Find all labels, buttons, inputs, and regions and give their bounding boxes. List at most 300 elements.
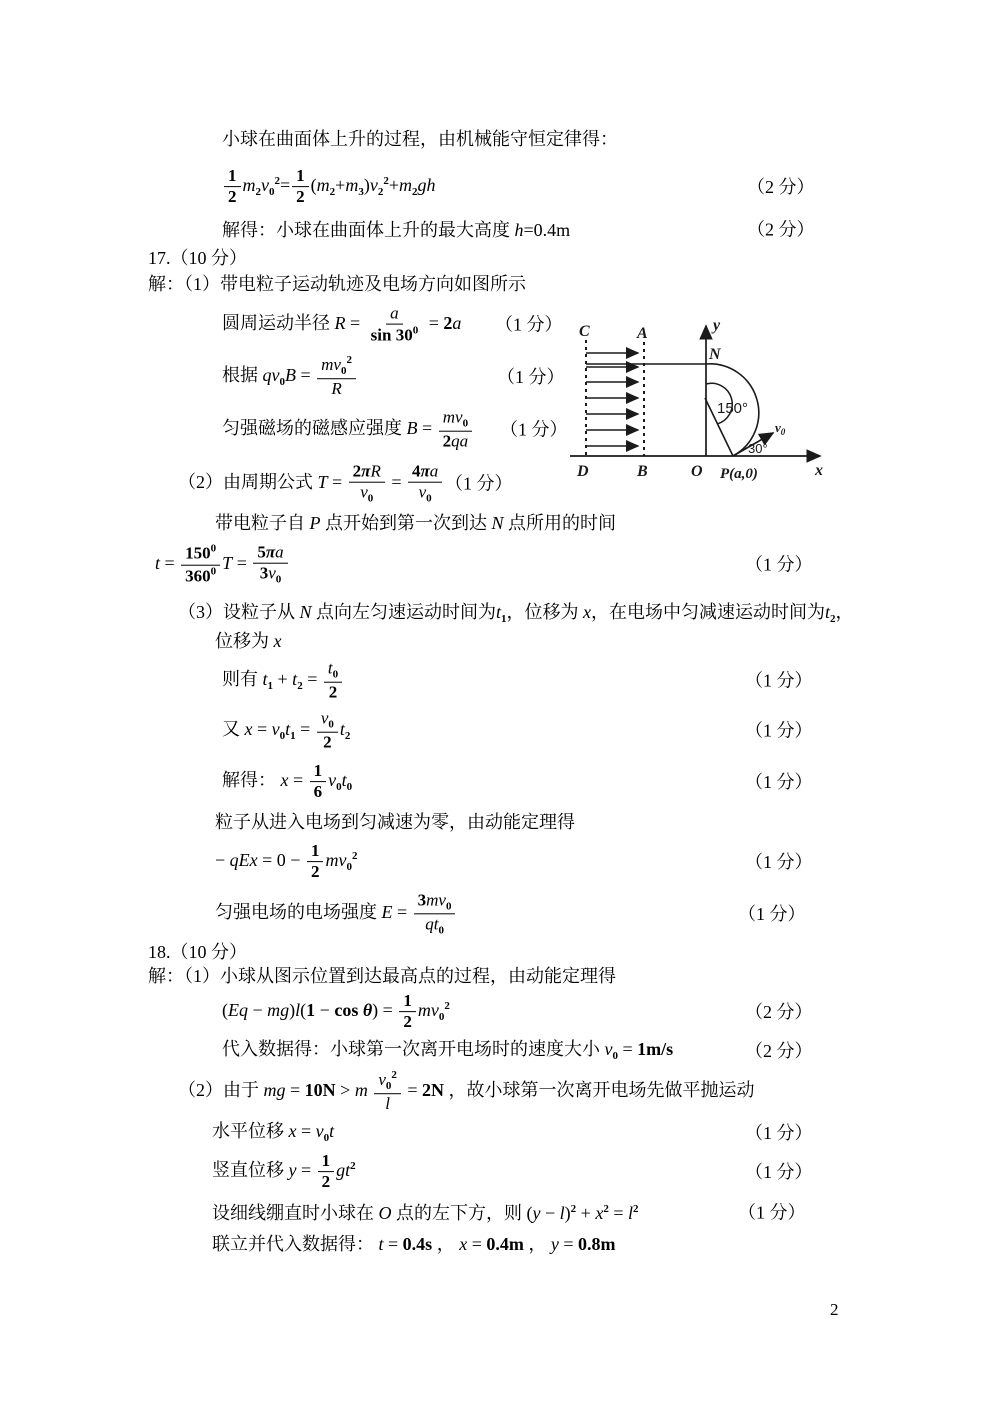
seg-u: 0	[332, 668, 339, 681]
seg-i: l	[627, 1202, 633, 1223]
seg-i: O	[378, 1202, 392, 1223]
seg-i: qEx	[229, 850, 258, 871]
seg-b: 1	[313, 761, 323, 781]
seg-x: =	[280, 175, 291, 196]
seg-p: 2	[444, 1000, 450, 1013]
seg-i: h	[514, 219, 524, 240]
seg-u: 0	[462, 417, 469, 430]
seg-b: 1	[403, 991, 412, 1011]
seg-b: 360	[185, 566, 211, 586]
seg-b: 0.4s	[402, 1233, 433, 1254]
seg-x: （3）设粒子从	[178, 602, 300, 623]
seg-i: B	[285, 365, 296, 386]
seg-i: t	[292, 669, 298, 690]
seg-i: t	[339, 719, 345, 740]
label-c: C	[579, 323, 590, 340]
fraction	[224, 166, 241, 208]
score-marker: （2 分）	[747, 176, 815, 197]
seg-x: 匀强电场的电场强度	[215, 902, 382, 923]
seg-i: mv	[426, 890, 446, 910]
seg-x: =	[232, 553, 252, 574]
seg-i: m	[242, 175, 256, 196]
seg-u: 0	[346, 861, 352, 874]
seg-i: N	[491, 512, 504, 533]
seg-p: 0	[210, 565, 217, 578]
seg-u: 0	[275, 574, 282, 587]
seg-b: cos	[334, 1000, 363, 1021]
fraction	[253, 543, 287, 588]
seg-u: 0	[328, 718, 334, 731]
string-taut-condition	[212, 1202, 806, 1225]
seg-x: −	[540, 1202, 560, 1223]
seg-i: v	[328, 770, 337, 791]
seg-b: 2	[328, 682, 338, 702]
seg-u: 0	[367, 493, 374, 506]
seg-x: （2）由于	[178, 1080, 264, 1101]
seg-x: (	[222, 1000, 228, 1021]
seg-x: 设细线绷直时小球在	[212, 1202, 379, 1223]
seg-x: −	[215, 850, 230, 871]
seg-i: mv	[325, 850, 347, 871]
seg-i: m	[398, 175, 412, 196]
score-marker: （1 分）	[497, 366, 565, 387]
score-marker: （2 分）	[745, 1001, 813, 1022]
seg-i: x	[288, 1121, 297, 1142]
score-marker: （1 分）	[745, 771, 813, 792]
horizontal-displacement	[212, 1120, 813, 1146]
seg-i: x	[595, 1202, 604, 1223]
time-sum-equation	[222, 658, 813, 704]
seg-b: 3	[417, 890, 427, 910]
part3-intro-cont	[215, 630, 282, 653]
score-marker: （2 分）	[745, 1040, 813, 1061]
seg-u: 2	[297, 680, 303, 693]
work-energy-intro	[215, 811, 575, 834]
seg-b: 1	[321, 1151, 331, 1171]
seg-x: =	[618, 1039, 638, 1060]
seg-u: 2	[830, 613, 836, 626]
seg-b: 3	[259, 564, 269, 584]
seg-b: 1	[306, 1000, 316, 1021]
seg-u: 0	[445, 900, 452, 913]
seg-b: 6	[313, 782, 323, 802]
seg-u: 0	[438, 1011, 445, 1024]
seg-i: y	[532, 1202, 541, 1223]
seg-b: 1	[296, 166, 305, 186]
seg-i: x	[244, 719, 253, 740]
seg-i: v	[360, 483, 368, 503]
seg-i: gt	[336, 1160, 351, 1181]
seg-i: l	[295, 1000, 301, 1021]
seg-x: =	[608, 1202, 628, 1223]
seg-i: P	[309, 512, 321, 533]
seg-p: 0	[412, 325, 419, 337]
v0-result	[222, 1038, 813, 1064]
seg-x: =	[295, 719, 315, 740]
fraction	[307, 841, 324, 883]
final-results	[212, 1233, 616, 1256]
seg-x: 解得：	[222, 770, 281, 791]
seg-u: 0	[279, 730, 286, 743]
seg-b: 2	[228, 187, 237, 207]
q17-header	[148, 247, 247, 270]
seg-x: 粒子从进入电场到匀减速为零，由动能定理得	[215, 811, 575, 832]
seg-x: 小球在曲面体上升的过程，由机械能守恒定律得：	[222, 128, 618, 149]
label-angle-150: 150°	[717, 400, 749, 417]
seg-x: 匀强磁场的磁感应强度	[222, 418, 407, 439]
seg-b: 2	[442, 431, 452, 451]
q17-part1-intro	[148, 273, 526, 296]
seg-i: mv	[321, 355, 341, 375]
seg-i: qa	[451, 431, 469, 451]
fraction	[292, 166, 309, 208]
seg-x: 水平位移	[212, 1121, 289, 1142]
seg-x: ，在电场中匀减速运动时间为	[591, 602, 826, 623]
score-marker: （2 分）	[747, 219, 815, 240]
seg-i: v	[261, 175, 269, 196]
seg-x: =	[285, 1080, 305, 1101]
label-b: B	[637, 463, 648, 480]
seg-x: ，	[432, 1233, 460, 1254]
seg-x: = 0 −	[257, 850, 305, 871]
seg-bi: π	[420, 461, 430, 481]
seg-i: B	[406, 418, 418, 439]
seg-x: )	[363, 175, 370, 196]
seg-x: +	[388, 175, 399, 196]
seg-i: mg	[267, 1000, 290, 1021]
seg-x: =	[424, 313, 444, 334]
seg-p: 2	[603, 1202, 609, 1215]
work-energy-equation	[215, 841, 813, 883]
seg-i: v	[604, 1039, 613, 1060]
seg-b: 1	[310, 841, 320, 861]
fraction	[408, 462, 442, 507]
time-intro	[215, 512, 616, 535]
seg-u: 1	[267, 680, 274, 693]
seg-u: 0	[279, 376, 285, 389]
seg-x: 点所用的时间	[503, 512, 617, 533]
field-b-equation	[222, 407, 568, 453]
seg-i: x	[280, 770, 289, 791]
seg-u: 0	[323, 1132, 330, 1145]
seg-p: 2	[633, 1202, 639, 1215]
fraction	[439, 408, 473, 453]
score-marker: （1 分）	[745, 670, 813, 691]
score-marker: （1 分）	[745, 1122, 813, 1143]
seg-u: 0	[336, 781, 342, 794]
seg-b: 0.8m	[578, 1233, 616, 1254]
seg-i: x	[459, 1233, 468, 1254]
seg-x: 点向左匀速运动时间为	[311, 602, 497, 623]
seg-p: 2	[383, 175, 389, 188]
seg-x: =	[296, 1121, 316, 1142]
seg-x: 联立并代入数据得：	[212, 1233, 379, 1254]
q18-part1-intro	[148, 965, 616, 988]
fraction	[367, 304, 423, 347]
seg-x: =	[252, 719, 272, 740]
seg-x: =	[345, 313, 365, 334]
seg-i: t	[378, 1233, 384, 1254]
seg-i: y	[288, 1160, 297, 1181]
score-marker: （1 分）	[745, 554, 813, 575]
fraction	[324, 659, 342, 704]
seg-u: 0	[612, 1050, 618, 1063]
seg-x: =	[288, 770, 308, 791]
seg-u: 0	[385, 1080, 392, 1093]
seg-x: 又	[222, 719, 245, 740]
seg-i: gh	[417, 175, 436, 196]
seg-x: +	[273, 669, 293, 690]
seg-u: 2	[411, 186, 418, 199]
score-marker: （1 分）	[445, 473, 513, 494]
seg-x: +	[576, 1202, 596, 1223]
seg-b: 150	[185, 544, 211, 564]
seg-i: a	[390, 303, 399, 323]
fraction	[349, 462, 385, 507]
seg-i: v	[271, 719, 280, 740]
seg-b: 2	[321, 1172, 331, 1192]
seg-b: 2	[310, 862, 320, 882]
seg-i: t	[285, 719, 291, 740]
seg-u: 0	[269, 186, 275, 199]
score-marker: （1 分）	[738, 903, 806, 924]
label-d: D	[577, 463, 589, 480]
fraction	[317, 709, 338, 754]
radius-equation	[222, 303, 563, 347]
seg-bi: θ	[362, 1000, 373, 1021]
seg-x: =	[302, 669, 322, 690]
period-equation	[178, 461, 513, 507]
seg-u: 1	[290, 730, 296, 743]
seg-x: =	[296, 365, 316, 386]
physics-diagram	[570, 312, 840, 482]
displacement-equation	[222, 708, 813, 754]
score-marker: （1 分）	[495, 314, 563, 335]
seg-x: (	[300, 1000, 307, 1021]
seg-b: 2	[443, 313, 453, 334]
label-x-axis: x	[815, 462, 823, 479]
seg-b: 2N	[422, 1080, 445, 1101]
seg-x: >	[335, 1080, 355, 1101]
field-arrows	[586, 353, 638, 446]
label-o: O	[691, 463, 703, 480]
seg-i: T	[222, 553, 233, 574]
fraction	[181, 543, 220, 587]
seg-u: 2	[255, 186, 261, 199]
seg-x: =	[160, 553, 180, 574]
label-a: A	[637, 325, 648, 342]
seg-x: 17.（10 分）	[148, 247, 247, 268]
seg-x: 代入数据得：小球第一次离开电场时的速度大小	[222, 1039, 605, 1060]
seg-x: 解得：小球在曲面体上升的最大高度	[222, 219, 515, 240]
seg-b: sin 30	[370, 326, 413, 345]
seg-b: 0.4m	[486, 1233, 524, 1254]
seg-b: 1	[228, 166, 237, 186]
seg-u: 2	[329, 186, 336, 199]
seg-x: =	[402, 1080, 423, 1101]
score-marker: （1 分）	[500, 419, 568, 440]
seg-i: v	[369, 175, 378, 196]
score-marker: （1 分）	[738, 1202, 806, 1223]
energy-equation	[222, 166, 815, 208]
seg-i: R	[370, 461, 381, 481]
seg-i: R	[331, 379, 342, 399]
fraction	[317, 354, 356, 400]
seg-x: +	[335, 175, 346, 196]
seg-x: 竖直位移	[212, 1160, 289, 1181]
q18-part2-intro	[178, 1069, 755, 1115]
seg-i: l	[385, 1094, 390, 1114]
seg-i: t	[496, 602, 502, 623]
seg-i: v	[315, 1121, 324, 1142]
seg-b: 4	[412, 461, 421, 481]
seg-i: E	[381, 902, 393, 923]
label-angle-30: 30°	[748, 441, 768, 456]
height-result	[222, 219, 815, 242]
seg-x: 则有	[222, 669, 263, 690]
seg-p: 2	[346, 354, 352, 367]
seg-u: 2	[377, 186, 384, 199]
seg-x: )	[289, 1000, 296, 1021]
seg-x: 解：（1）小球从图示位置到达最高点的过程，由动能定理得	[148, 965, 616, 986]
seg-x: −	[315, 1000, 335, 1021]
seg-x: 位移为	[215, 630, 274, 651]
lorentz-equation	[222, 354, 565, 400]
seg-x: 18.（10 分）	[148, 941, 247, 962]
label-y-axis: y	[713, 317, 721, 334]
seg-i: v	[320, 708, 329, 728]
seg-i: qt	[425, 914, 439, 934]
seg-i: x	[583, 602, 592, 623]
seg-i: R	[334, 313, 346, 334]
seg-i: mv	[442, 407, 463, 427]
seg-p: 0	[210, 543, 217, 556]
seg-x: ，	[835, 602, 854, 623]
seg-x: ) =	[372, 1000, 398, 1021]
seg-bi: π	[361, 461, 371, 481]
seg-p: 2	[350, 1160, 356, 1173]
score-marker: （1 分）	[745, 851, 813, 872]
seg-p: 2	[351, 850, 358, 863]
seg-b: 2	[352, 461, 362, 481]
seg-u: 0	[346, 781, 353, 794]
seg-x: 解：（1）带电粒子运动轨迹及电场方向如图所示	[148, 273, 526, 294]
seg-x: =	[392, 902, 412, 923]
field-e-equation	[215, 890, 806, 937]
seg-i: qv	[262, 365, 280, 386]
seg-bi: π	[265, 542, 276, 562]
fraction	[399, 991, 416, 1033]
seg-i: a	[452, 313, 462, 334]
seg-x: =	[386, 472, 406, 493]
seg-i: N	[299, 602, 312, 623]
seg-p: 2	[391, 1069, 397, 1082]
seg-x: =	[296, 1160, 316, 1181]
q17-part3-intro	[178, 601, 854, 627]
vertical-displacement	[212, 1151, 813, 1193]
seg-i: v	[418, 483, 427, 503]
seg-x: 带电粒子自	[215, 512, 310, 533]
seg-x: =	[417, 418, 437, 439]
q18-header	[148, 941, 247, 964]
x-result-equation	[222, 761, 813, 803]
seg-u: 3	[358, 186, 364, 199]
seg-b: 1m/s	[637, 1039, 674, 1060]
seg-i: t	[341, 770, 347, 791]
seg-u: 2	[344, 730, 351, 743]
seg-x: 根据	[222, 365, 263, 386]
seg-i: m	[345, 175, 359, 196]
seg-i: t	[825, 602, 831, 623]
seg-x: 圆周运动半径	[222, 313, 335, 334]
seg-b: 2	[323, 732, 332, 752]
seg-b: 10N	[304, 1080, 336, 1101]
seg-x: ，故小球第一次离开电场先做平抛运动	[444, 1080, 755, 1101]
label-n: N	[709, 346, 721, 363]
seg-x: 点开始到第一次到达	[320, 512, 492, 533]
score-marker: （1 分）	[745, 1161, 813, 1182]
seg-i: a	[275, 542, 284, 562]
seg-i: v	[378, 1070, 386, 1090]
seg-x: =	[467, 1233, 487, 1254]
seg-x: (	[310, 175, 317, 196]
seg-i: v	[268, 564, 276, 584]
seg-i: m	[316, 175, 330, 196]
fraction	[310, 761, 327, 803]
seg-u: 0	[438, 924, 444, 937]
seg-i: a	[429, 461, 439, 481]
seg-u: 0	[426, 493, 432, 506]
seg-i: t	[262, 669, 268, 690]
seg-x: （2）由周期公式	[178, 472, 318, 493]
label-v0: $v_0$	[775, 420, 786, 437]
seg-x: ，	[523, 1233, 551, 1254]
seg-i: m	[354, 1080, 368, 1101]
seg-u: 1	[501, 613, 507, 626]
seg-x: 点的左下方，则 (	[391, 1202, 533, 1223]
seg-i: T	[317, 472, 328, 493]
seg-i: mv	[417, 1000, 439, 1021]
seg-x: −	[248, 1000, 268, 1021]
seg-i: Eq	[228, 1000, 248, 1021]
seg-i: x	[273, 630, 282, 651]
seg-x: =	[383, 1233, 403, 1254]
seg-x: =0.4m	[523, 219, 571, 240]
time-equation	[155, 542, 813, 588]
fraction	[374, 1069, 401, 1115]
page-number: 2	[830, 1300, 839, 1319]
seg-i: y	[550, 1233, 559, 1254]
seg-b: 2	[403, 1012, 412, 1032]
seg-i: t	[155, 553, 161, 574]
seg-p: 2	[570, 1202, 577, 1215]
seg-x: )	[564, 1202, 571, 1223]
fraction	[318, 1151, 335, 1193]
score-marker: （1 分）	[745, 720, 813, 741]
fraction	[414, 890, 456, 937]
q18-energy-equation	[222, 991, 813, 1033]
seg-b: 2	[296, 187, 305, 207]
label-p: P(a,0)	[720, 466, 758, 482]
seg-i: mg	[263, 1080, 286, 1101]
seg-i: t	[329, 1121, 335, 1142]
seg-p: 2	[274, 175, 280, 188]
seg-x: =	[558, 1233, 578, 1254]
seg-b: 5	[257, 542, 266, 562]
intro-line	[222, 128, 618, 151]
seg-i: l	[559, 1202, 565, 1223]
seg-i: t	[327, 658, 333, 678]
